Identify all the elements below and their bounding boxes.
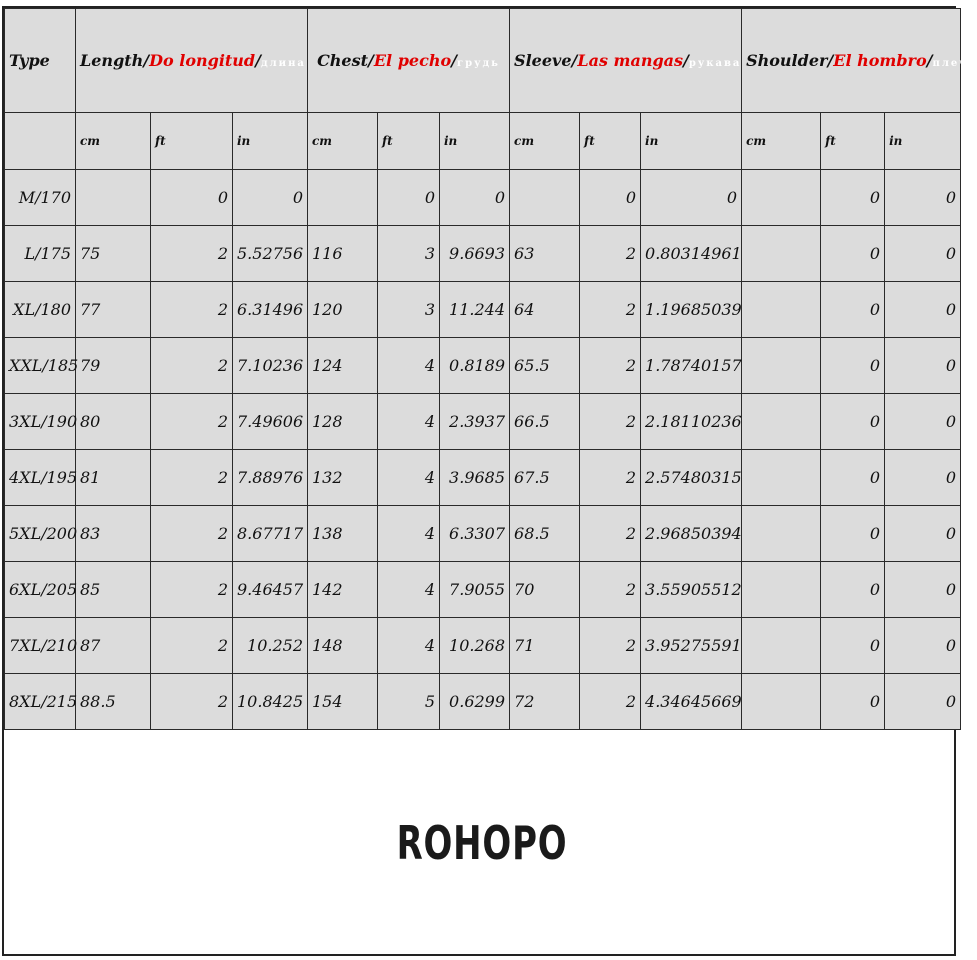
length-header-es: Do longitud bbox=[149, 51, 256, 70]
measurement-cell: 8.67717 bbox=[233, 506, 308, 562]
table-row bbox=[5, 226, 961, 282]
measurement-cell: 2 bbox=[151, 226, 233, 282]
measurement-cell: 2 bbox=[580, 562, 641, 618]
measurement-cell bbox=[510, 170, 580, 226]
length-header-en: Length bbox=[80, 51, 144, 70]
size-chart-frame bbox=[2, 6, 977, 956]
measurement-cell: 142 bbox=[308, 562, 378, 618]
table-row bbox=[5, 338, 961, 394]
measurement-cell: 1.78740157 bbox=[641, 338, 742, 394]
measurement-cell: 0 bbox=[440, 170, 510, 226]
measurement-cell: 2 bbox=[151, 618, 233, 674]
table-row bbox=[5, 170, 961, 226]
measurement-cell: 0 bbox=[821, 562, 885, 618]
measurement-cell: 128 bbox=[308, 394, 378, 450]
measurement-cell bbox=[742, 226, 821, 282]
measurement-cell: 11.244 bbox=[440, 282, 510, 338]
measurement-cell: 3.55905512 bbox=[641, 562, 742, 618]
measurement-cell bbox=[742, 170, 821, 226]
shoulder-header: Shoulder/El hombro/плечо bbox=[742, 9, 961, 113]
measurement-cell: 0 bbox=[821, 506, 885, 562]
measurement-cell: 5.52756 bbox=[233, 226, 308, 282]
measurement-cell: 2 bbox=[151, 562, 233, 618]
size-type-cell: L/175 bbox=[5, 226, 76, 282]
measurement-cell: 2 bbox=[580, 338, 641, 394]
measurement-cell: 2 bbox=[580, 674, 641, 730]
measurement-cell: 0.80314961 bbox=[641, 226, 742, 282]
unit-header-cell: cm bbox=[510, 113, 580, 170]
measurement-cell: 7.10236 bbox=[233, 338, 308, 394]
measurement-cell: 2 bbox=[151, 506, 233, 562]
measurement-cell: 6.31496 bbox=[233, 282, 308, 338]
measurement-cell: 148 bbox=[308, 618, 378, 674]
table-row bbox=[5, 506, 961, 562]
measurement-cell bbox=[308, 170, 378, 226]
unit-header-cell: ft bbox=[821, 113, 885, 170]
measurement-cell: 2 bbox=[580, 450, 641, 506]
measurement-cell: 2 bbox=[151, 450, 233, 506]
measurement-cell: 2 bbox=[151, 674, 233, 730]
shoulder-header-es: El hombro bbox=[833, 51, 927, 70]
measurement-cell: 3 bbox=[378, 282, 440, 338]
measurement-cell: 71 bbox=[510, 618, 580, 674]
measurement-cell: 2 bbox=[580, 618, 641, 674]
measurement-cell bbox=[742, 562, 821, 618]
measurement-cell: 64 bbox=[510, 282, 580, 338]
measurement-cell: 4 bbox=[378, 618, 440, 674]
measurement-cell: 2 bbox=[580, 506, 641, 562]
measurement-cell bbox=[742, 450, 821, 506]
table-row bbox=[5, 394, 961, 450]
measurement-cell: 138 bbox=[308, 506, 378, 562]
measurement-cell: 87 bbox=[76, 618, 151, 674]
measurement-cell: 2 bbox=[151, 394, 233, 450]
measurement-cell: 2 bbox=[151, 338, 233, 394]
measurement-cell: 77 bbox=[76, 282, 151, 338]
measurement-cell: 2.96850394 bbox=[641, 506, 742, 562]
measurement-cell: 10.8425 bbox=[233, 674, 308, 730]
measurement-cell: 0 bbox=[885, 170, 961, 226]
measurement-cell: 85 bbox=[76, 562, 151, 618]
unit-header-cell: cm bbox=[742, 113, 821, 170]
size-type-cell: 7XL/210 bbox=[5, 618, 76, 674]
unit-header-cell: ft bbox=[151, 113, 233, 170]
measurement-cell: 0 bbox=[885, 674, 961, 730]
measurement-cell: 7.49606 bbox=[233, 394, 308, 450]
size-type-cell: XXL/185 bbox=[5, 338, 76, 394]
measurement-cell: 7.88976 bbox=[233, 450, 308, 506]
measurement-cell: 154 bbox=[308, 674, 378, 730]
table-row bbox=[5, 618, 961, 674]
measurement-cell: 80 bbox=[76, 394, 151, 450]
measurement-cell: 116 bbox=[308, 226, 378, 282]
measurement-cell: 3.95275591 bbox=[641, 618, 742, 674]
measurement-cell: 0 bbox=[885, 282, 961, 338]
measurement-cell: 75 bbox=[76, 226, 151, 282]
type-header: Type bbox=[5, 9, 76, 113]
measurement-cell: 7.9055 bbox=[440, 562, 510, 618]
measurement-cell bbox=[742, 618, 821, 674]
measurement-cell: 2 bbox=[151, 282, 233, 338]
unit-header-cell: ft bbox=[580, 113, 641, 170]
measurement-cell: 9.46457 bbox=[233, 562, 308, 618]
unit-header-cell: in bbox=[440, 113, 510, 170]
size-type-cell: 8XL/215 bbox=[5, 674, 76, 730]
measurement-cell: 10.268 bbox=[440, 618, 510, 674]
measurement-cell: 63 bbox=[510, 226, 580, 282]
measurement-cell: 0 bbox=[821, 226, 885, 282]
sleeve-header-ru: рукава bbox=[688, 58, 742, 69]
unit-header-cell: cm bbox=[308, 113, 378, 170]
measurement-cell bbox=[742, 338, 821, 394]
measurement-cell: 0 bbox=[821, 618, 885, 674]
measurement-cell: 2.3937 bbox=[440, 394, 510, 450]
measurement-cell: 0 bbox=[885, 506, 961, 562]
measurement-cell: 5 bbox=[378, 674, 440, 730]
measurement-cell: 0 bbox=[821, 338, 885, 394]
measurement-cell: 81 bbox=[76, 450, 151, 506]
measurement-cell: 67.5 bbox=[510, 450, 580, 506]
measurement-cell: 0 bbox=[821, 394, 885, 450]
unit-header-cell: in bbox=[233, 113, 308, 170]
shoulder-header-ru: плечо bbox=[932, 58, 977, 69]
sleeve-header-en: Sleeve bbox=[514, 51, 572, 70]
measurement-cell: 2 bbox=[580, 226, 641, 282]
measurement-cell: 0 bbox=[885, 450, 961, 506]
shoulder-header-en: Shoulder bbox=[746, 51, 828, 70]
measurement-cell: 1.19685039 bbox=[641, 282, 742, 338]
unit-header-cell: in bbox=[641, 113, 742, 170]
size-chart-table bbox=[4, 8, 977, 730]
brand-logo: ROHOPO bbox=[396, 816, 568, 870]
sleeve-header: Sleeve/Las mangas/рукава bbox=[510, 9, 742, 113]
size-type-cell: 6XL/205 bbox=[5, 562, 76, 618]
measurement-cell: 4.34645669 bbox=[641, 674, 742, 730]
measurement-cell: 0 bbox=[821, 282, 885, 338]
header-row bbox=[5, 9, 961, 113]
measurement-cell: 0 bbox=[580, 170, 641, 226]
measurement-cell: 0 bbox=[885, 394, 961, 450]
measurement-cell: 79 bbox=[76, 338, 151, 394]
measurement-cell: 2.57480315 bbox=[641, 450, 742, 506]
measurement-cell: 6.3307 bbox=[440, 506, 510, 562]
measurement-cell: 0 bbox=[233, 170, 308, 226]
unit-row bbox=[5, 113, 961, 170]
measurement-cell: 0 bbox=[821, 674, 885, 730]
measurement-cell: 0 bbox=[821, 170, 885, 226]
measurement-cell: 0.6299 bbox=[440, 674, 510, 730]
measurement-cell bbox=[742, 674, 821, 730]
measurement-cell: 4 bbox=[378, 506, 440, 562]
chest-header: Chest/El pecho/грудь bbox=[308, 9, 510, 113]
size-type-cell: XL/180 bbox=[5, 282, 76, 338]
size-type-cell: 4XL/195 bbox=[5, 450, 76, 506]
measurement-cell: 4 bbox=[378, 338, 440, 394]
table-row bbox=[5, 674, 961, 730]
measurement-cell: 2 bbox=[580, 394, 641, 450]
measurement-cell: 65.5 bbox=[510, 338, 580, 394]
measurement-cell: 124 bbox=[308, 338, 378, 394]
measurement-cell: 10.252 bbox=[233, 618, 308, 674]
measurement-cell: 120 bbox=[308, 282, 378, 338]
measurement-cell: 66.5 bbox=[510, 394, 580, 450]
measurement-cell bbox=[742, 394, 821, 450]
unit-header-cell: cm bbox=[76, 113, 151, 170]
unit-header-cell: in bbox=[885, 113, 961, 170]
chest-header-es: El pecho bbox=[373, 51, 452, 70]
measurement-cell: 0 bbox=[151, 170, 233, 226]
unit-blank-cell bbox=[5, 113, 76, 170]
measurement-cell: 4 bbox=[378, 562, 440, 618]
measurement-cell bbox=[742, 506, 821, 562]
measurement-cell: 2 bbox=[580, 282, 641, 338]
measurement-cell: 9.6693 bbox=[440, 226, 510, 282]
measurement-cell: 72 bbox=[510, 674, 580, 730]
length-header-ru: длина bbox=[260, 58, 306, 69]
measurement-cell: 0 bbox=[378, 170, 440, 226]
sleeve-header-es: Las mangas bbox=[577, 51, 684, 70]
measurement-cell: 0.8189 bbox=[440, 338, 510, 394]
table-row bbox=[5, 450, 961, 506]
measurement-cell: 3.9685 bbox=[440, 450, 510, 506]
measurement-cell: 68.5 bbox=[510, 506, 580, 562]
table-row bbox=[5, 562, 961, 618]
chest-header-en: Chest bbox=[317, 51, 369, 70]
unit-header-cell: ft bbox=[378, 113, 440, 170]
chest-header-ru: грудь bbox=[456, 58, 500, 69]
measurement-cell: 0 bbox=[641, 170, 742, 226]
measurement-cell: 4 bbox=[378, 450, 440, 506]
measurement-cell: 0 bbox=[885, 562, 961, 618]
measurement-cell: 88.5 bbox=[76, 674, 151, 730]
measurement-cell: 4 bbox=[378, 394, 440, 450]
size-type-cell: 5XL/200 bbox=[5, 506, 76, 562]
measurement-cell bbox=[742, 282, 821, 338]
size-type-cell: 3XL/190 bbox=[5, 394, 76, 450]
measurement-cell: 132 bbox=[308, 450, 378, 506]
table-row bbox=[5, 282, 961, 338]
measurement-cell: 0 bbox=[885, 226, 961, 282]
measurement-cell: 0 bbox=[885, 618, 961, 674]
measurement-cell: 3 bbox=[378, 226, 440, 282]
measurement-cell bbox=[76, 170, 151, 226]
measurement-cell: 0 bbox=[821, 450, 885, 506]
size-type-cell: M/170 bbox=[5, 170, 76, 226]
length-header: Length/Do longitud/длина bbox=[76, 9, 308, 113]
measurement-cell: 0 bbox=[885, 338, 961, 394]
measurement-cell: 83 bbox=[76, 506, 151, 562]
measurement-cell: 2.18110236 bbox=[641, 394, 742, 450]
measurement-cell: 70 bbox=[510, 562, 580, 618]
